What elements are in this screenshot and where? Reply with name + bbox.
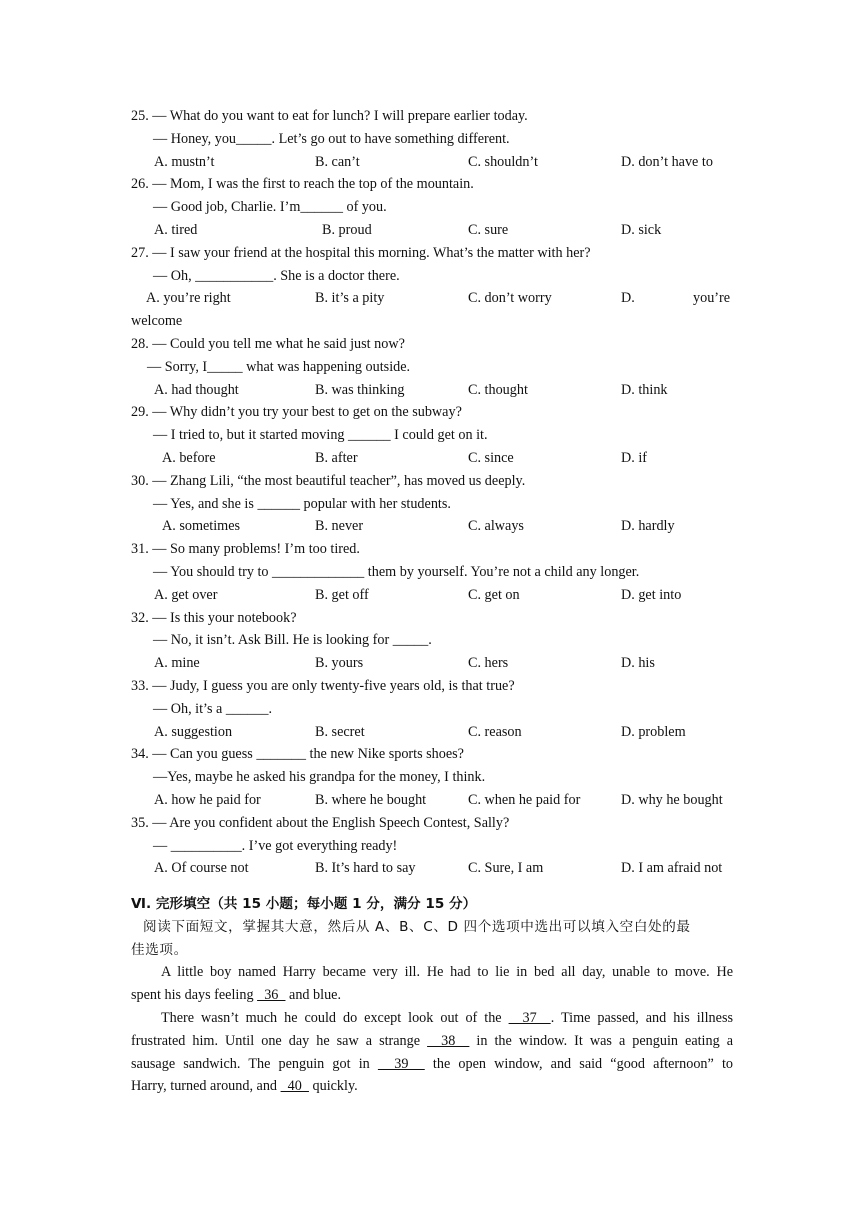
option-a[interactable]: A. Of course not <box>154 860 249 877</box>
option-c[interactable]: C. reason <box>468 723 522 740</box>
option-a[interactable]: A. tired <box>154 221 198 238</box>
option-d[interactable]: D. sick <box>621 221 662 238</box>
option-a[interactable]: A. before <box>162 449 216 466</box>
option-c[interactable]: C. shouldn’t <box>468 153 538 170</box>
answer-prompt-30: — Yes, and she is ______ popular with her students. <box>153 495 451 512</box>
option-d-wrap: welcome <box>131 313 183 330</box>
option-b[interactable]: B. secret <box>315 723 365 740</box>
option-a[interactable]: A. mustn’t <box>154 153 215 170</box>
question-25: 25. — What do you want to eat for lunch? I will prepare earlier today. <box>131 108 528 124</box>
option-c[interactable]: C. hers <box>468 655 509 672</box>
answer-prompt-28: — Sorry, I_____ what was happening outside. <box>147 358 411 375</box>
answer-prompt-29: — I tried to, but it started moving ______ I could get on it. <box>153 427 488 444</box>
option-a[interactable]: A. mine <box>154 655 200 672</box>
option-b[interactable]: B. it’s a pity <box>315 290 385 307</box>
option-d[interactable]: D. his <box>621 655 655 672</box>
option-a[interactable]: A. you’re right <box>146 290 231 307</box>
options-28 <box>131 379 733 402</box>
answer-prompt-35: — __________. I’ve got everything ready! <box>153 837 398 854</box>
option-c[interactable]: C. since <box>468 449 514 466</box>
answer-prompt-34: —Yes, maybe he asked his grandpa for the money, I think. <box>153 769 486 786</box>
option-b[interactable]: B. can’t <box>315 153 360 170</box>
option-d[interactable]: D. <box>621 290 635 307</box>
option-a[interactable]: A. how he paid for <box>154 791 261 808</box>
option-b[interactable]: B. It’s hard to say <box>315 860 416 877</box>
option-d[interactable]: D. why he bought <box>621 791 723 808</box>
exam-page <box>131 105 733 1098</box>
options-34 <box>131 789 733 812</box>
passage-paragraph-1 <box>131 961 733 1007</box>
question-29: 29. — Why didn’t you try your best to get on the subway? <box>131 404 462 421</box>
answer-prompt-25: — Honey, you_____. Let’s go out to have something different. <box>153 130 510 147</box>
question-33: 33. — Judy, I guess you are only twenty-five years old, is that true? <box>131 677 515 694</box>
option-b[interactable]: B. was thinking <box>315 381 405 398</box>
question-30: 30. — Zhang Lili, “the most beautiful teacher”, has moved us deeply. <box>131 472 526 489</box>
options-30 <box>131 515 733 538</box>
option-d[interactable]: D. I am afraid not <box>621 860 723 877</box>
passage-line: There wasn’t much he could do except look out of the 37 . Time passed, and his illness <box>161 1010 733 1027</box>
option-c[interactable]: C. get on <box>468 586 520 603</box>
options-35 <box>131 857 733 880</box>
option-c[interactable]: C. when he paid for <box>468 791 581 808</box>
passage-line: spent his days feeling 36 and blue. <box>131 987 342 1004</box>
question-27: 27. — I saw your friend at the hospital this morning. What’s the matter with her? <box>131 244 591 261</box>
option-a[interactable]: A. sometimes <box>162 518 241 535</box>
instruction-line-2: 佳选项。 <box>131 941 188 958</box>
option-c[interactable]: C. always <box>468 518 524 535</box>
option-d[interactable]: D. think <box>621 381 668 398</box>
options-32 <box>131 652 733 675</box>
blank-36[interactable]: 36 <box>257 987 286 1004</box>
options-27 <box>131 287 733 310</box>
question-35: 35. — Are you confident about the English Speech Contest, Sally? <box>131 814 510 831</box>
option-b[interactable]: B. where he bought <box>315 791 427 808</box>
passage-line: A little boy named Harry became very ill. He had to lie in bed all day, unable to move. He <box>161 964 733 981</box>
option-d[interactable]: D. get into <box>621 586 682 603</box>
answer-prompt-27: — Oh, ___________. She is a doctor there. <box>153 267 400 284</box>
blank-38[interactable]: 38 <box>427 1032 470 1049</box>
section-heading: Ⅵ. 完形填空（共 15 小题；每小题 1 分，满分 15 分） <box>131 896 477 913</box>
option-b[interactable]: B. proud <box>322 221 372 238</box>
question-32: 32. — Is this your notebook? <box>131 609 297 626</box>
section-instructions <box>131 916 733 962</box>
option-b[interactable]: B. never <box>315 518 364 535</box>
option-d[interactable]: D. don’t have to <box>621 153 713 170</box>
option-a[interactable]: A. suggestion <box>154 723 233 740</box>
question-28: 28. — Could you tell me what he said just now? <box>131 335 405 352</box>
option-c[interactable]: C. thought <box>468 381 528 398</box>
question-31: 31. — So many problems! I’m too tired. <box>131 541 360 558</box>
options-33 <box>131 721 733 744</box>
passage-paragraph-2 <box>131 1007 733 1098</box>
blank-40[interactable]: 40 <box>280 1078 309 1095</box>
answer-prompt-31: — You should try to _____________ them by yourself. You’re not a child any longer. <box>153 563 640 580</box>
option-a[interactable]: A. had thought <box>154 381 239 398</box>
passage-line: Harry, turned around, and 40 quickly. <box>131 1078 358 1095</box>
question-34: 34. — Can you guess _______ the new Nike sports shoes? <box>131 746 464 763</box>
option-d[interactable]: D. hardly <box>621 518 675 535</box>
blank-37[interactable]: 37 <box>508 1010 551 1027</box>
passage-line: frustrated him. Until one day he saw a strange 38 in the window. It was a penguin eating a <box>131 1032 734 1049</box>
passage-line: sausage sandwich. The penguin got in 39 the open window, and said “good afternoon” to <box>131 1055 733 1072</box>
blank-39[interactable]: 39 <box>377 1055 425 1072</box>
options-29 <box>131 447 733 470</box>
options-31 <box>131 584 733 607</box>
option-c[interactable]: C. sure <box>468 221 509 238</box>
option-c[interactable]: C. don’t worry <box>468 290 552 307</box>
instruction-line-1: 阅读下面短文，掌握其大意，然后从 A、B、C、D 四个选项中选出可以填入空白处的最 <box>143 918 691 935</box>
question-26: 26. — Mom, I was the first to reach the top of the mountain. <box>131 176 474 193</box>
option-b[interactable]: B. get off <box>315 586 369 603</box>
option-a[interactable]: A. get over <box>154 586 218 603</box>
options-25 <box>131 151 733 174</box>
option-b[interactable]: B. after <box>315 449 358 466</box>
answer-prompt-33: — Oh, it’s a ______. <box>153 700 273 717</box>
option-d[interactable]: D. if <box>621 449 648 466</box>
option-b[interactable]: B. yours <box>315 655 364 672</box>
option-d-text: you’re <box>693 290 731 307</box>
answer-prompt-26: — Good job, Charlie. I’m______ of you. <box>153 199 387 216</box>
option-d[interactable]: D. problem <box>621 723 686 740</box>
answer-prompt-32: — No, it isn’t. Ask Bill. He is looking for _____. <box>153 632 432 649</box>
option-c[interactable]: C. Sure, I am <box>468 860 544 877</box>
options-26 <box>131 219 733 242</box>
